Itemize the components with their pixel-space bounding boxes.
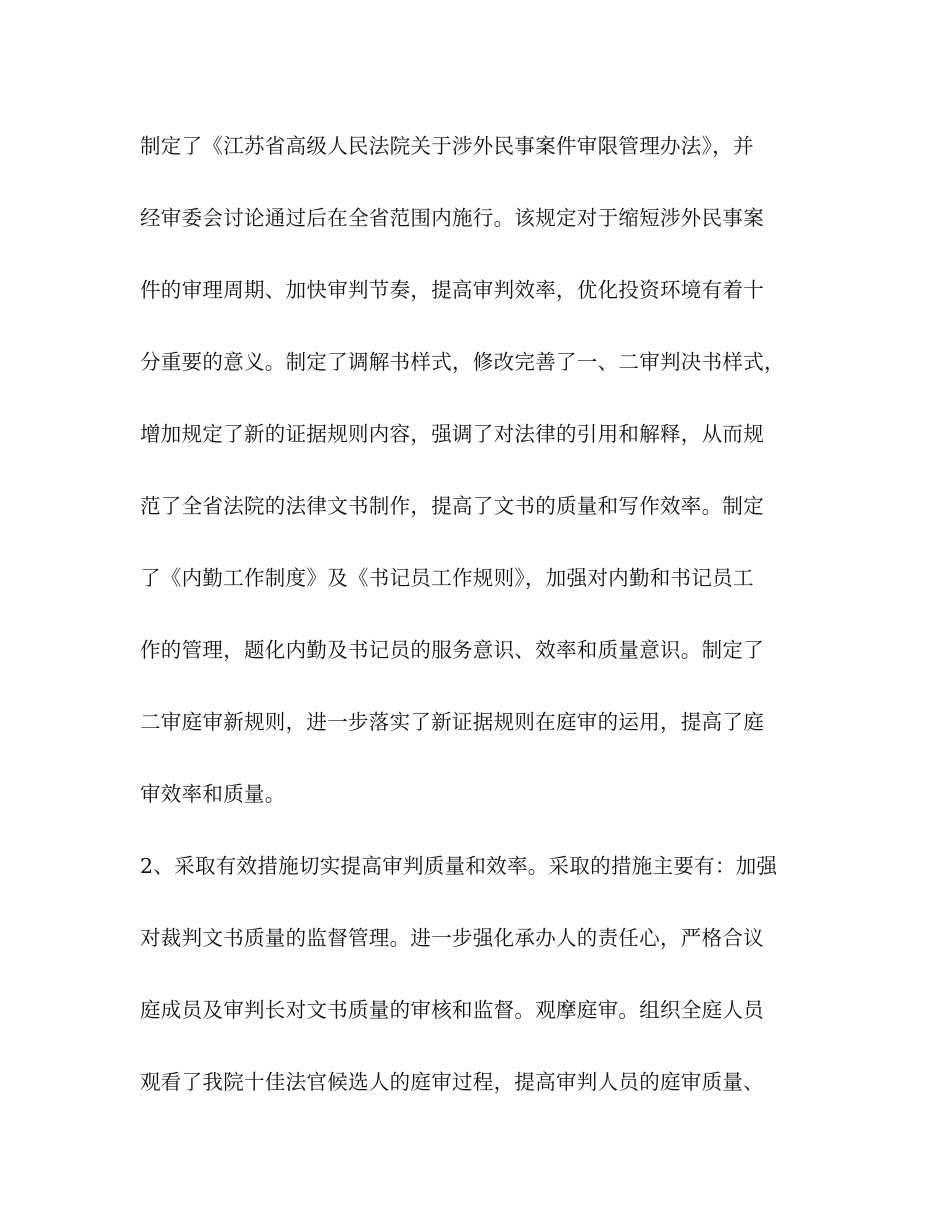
text-line: 经审委会讨论通过后在全省范围内施行。该规定对于缩短涉外民事案 xyxy=(140,206,764,230)
text-line: 二审庭审新规则，进一步落实了新证据规则在庭审的运用，提高了庭 xyxy=(140,710,764,734)
text-line: 对裁判文书质量的监督管理。进一步强化承办人的责任心，严格合议 xyxy=(140,926,764,950)
text-line: 范了全省法院的法律文书制作，提高了文书的质量和写作效率。制定 xyxy=(140,494,764,518)
text-line: 分重要的意义。制定了调解书样式，修改完善了一、二审判决书样式， xyxy=(140,350,785,374)
text-line: 庭成员及审判长对文书质量的审核和监督。观摩庭审。组织全庭人员 xyxy=(140,998,764,1022)
text-line: 了《内勤工作制度》及《书记员工作规则》，加强对内勤和书记员工 xyxy=(140,566,754,590)
text-line: 作的管理，题化内勤及书记员的服务意识、效率和质量意识。制定了 xyxy=(140,638,764,662)
text-line: 增加规定了新的证据规则内容，强调了对法律的引用和解释，从而规 xyxy=(140,422,764,446)
text-line: 审效率和质量。 xyxy=(140,782,286,806)
text-line: 制定了《江苏省高级人民法院关于涉外民事案件审限管理办法》，并 xyxy=(140,134,754,158)
text-line: 2、采取有效措施切实提高审判质量和效率。采取的措施主要有：加强 xyxy=(140,854,778,878)
text-line: 件的审理周期、加快审判节奏，提高审判效率，优化投资环境有着十 xyxy=(140,278,764,302)
text-line: 观看了我院十佳法官候选人的庭审过程，提高审判人员的庭审质量、 xyxy=(140,1070,764,1094)
